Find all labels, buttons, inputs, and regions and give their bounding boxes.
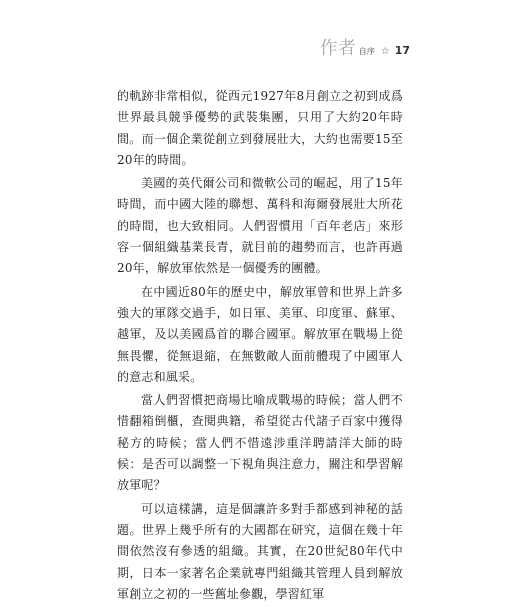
- running-header: [320, 34, 410, 60]
- section-subtitle: 自序: [358, 47, 375, 56]
- star-icon: ☆: [380, 46, 390, 57]
- paragraph-continued: 的軌跡非常相似，從西元1927年8月創立之初到成爲世界最具競爭優勢的武裝集團，只用了大約20年時間。而一個企業從創立到發展壯大，大約也需要15至20年的時間。: [117, 89, 403, 167]
- paragraph: 可以這樣講，這是個讓許多對手都感到神秘的話題。世界上幾乎所有的大國都在研究，這個在幾十年間依然沒有參透的組織。其實，在20世紀80年代中期，日本一家著名企業就專門組織其管理人員到解放軍創立之初的一些舊址參觀，學習紅軍: [117, 501, 403, 601]
- paragraph: 當人們習慣把商場比喻成戰場的時候；當人們不惜翻箱倒櫃，查閱典籍，希望從古代諸子百家中獲得秘方的時候；當人們不惜遠涉重洋聘請洋大師的時候：是否可以調整一下視角與注意力，關注和學習解放軍呢？: [117, 393, 403, 493]
- paragraph: 在中國近80年的歷史中，解放軍曾和世界上許多強大的軍隊交過手，如日軍、美軍、印度軍、蘇軍、越軍，及以美國爲首的聯合國軍。解放軍在戰場上從無畏懼，從無退縮，在無數敵人面前體現了中國軍人的意志和風采。: [117, 284, 403, 384]
- page-body: [117, 86, 403, 607]
- page-number: 17: [394, 44, 410, 57]
- paragraph: 美國的英代爾公司和微軟公司的崛起，用了15年時間，而中國大陸的聯想、萬科和海爾發展壯大所花的時間，也大致相同。人們習慣用「百年老店」來形容一個組織基業長青，就目前的趨勢而言，也許再過20年，解放軍依然是一個優秀的團體。: [117, 176, 403, 276]
- section-title: 作者: [319, 38, 356, 59]
